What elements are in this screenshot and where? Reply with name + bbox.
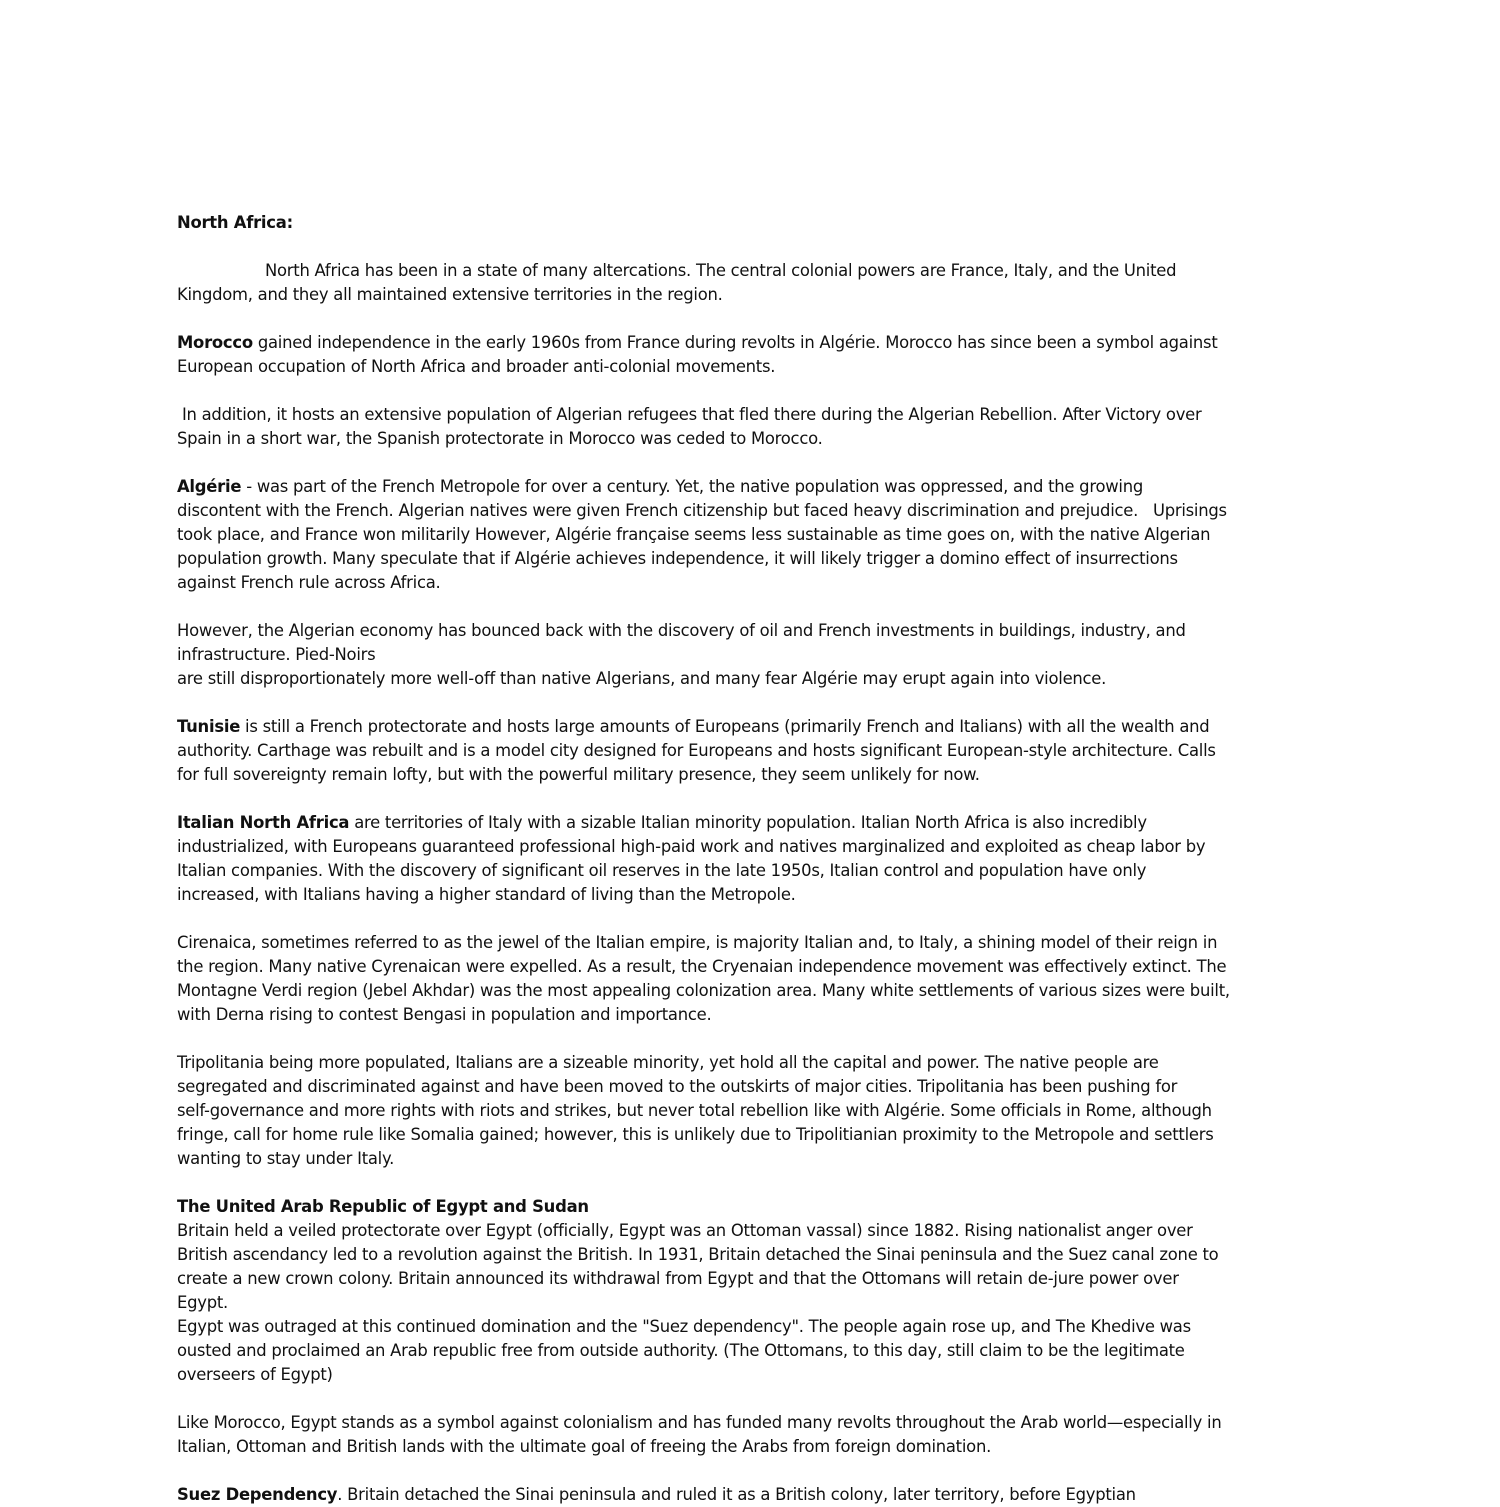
- cirenaica-line-4: with Derna rising to contest Bengasi in population and importance.: [177, 1005, 712, 1024]
- egypt-line-5: Egypt was outraged at this continued domination and the "Suez dependency". The people again rose up, and The Khedive was: [177, 1317, 1191, 1336]
- spacer: [177, 1387, 1337, 1411]
- spacer: [177, 379, 1337, 403]
- term-suez-dependency: Suez Dependency: [177, 1485, 338, 1504]
- egypt-line-6: ousted and proclaimed an Arab republic free from outside authority. (The Ottomans, to this day, still claim to be the legitimate: [177, 1341, 1185, 1360]
- algerie-p2-line-3: are still disproportionately more well-off than native Algerians, and many fear Algérie may erupt again into violence.: [177, 669, 1107, 688]
- algerie-line-3: took place, and France won militarily However, Algérie française seems less sustainable as time goes on, with the native Algerian: [177, 525, 1211, 544]
- paragraph-italian-north-africa: [177, 811, 1337, 907]
- egypt-p2-line-2: Italian, Ottoman and British lands with the ultimate goal of freeing the Arabs from foreign domination.: [177, 1437, 992, 1456]
- egypt-line-7: overseers of Egypt): [177, 1365, 333, 1384]
- paragraph-tunisie: [177, 715, 1337, 787]
- egypt-line-1: Britain held a veiled protectorate over Egypt (officially, Egypt was an Ottoman vassal) since 1882. Rising nationalist anger over: [177, 1221, 1193, 1240]
- spacer: [177, 307, 1337, 331]
- spacer: [177, 235, 1337, 259]
- spacer: [177, 451, 1337, 475]
- section-heading-north-africa: North Africa:: [177, 213, 293, 232]
- spacer: [177, 595, 1337, 619]
- paragraph-cirenaica: [177, 931, 1337, 1027]
- cirenaica-line-1: Cirenaica, sometimes referred to as the jewel of the Italian empire, is majority Italian and, to Italy, a shining model of their reign in: [177, 933, 1218, 952]
- cirenaica-line-3: Montagne Verdi region (Jebel Akhdar) was the most appealing colonization area. Many white settlements of various sizes were built,: [177, 981, 1230, 1000]
- egypt-line-3: create a new crown colony. Britain announced its withdrawal from Egypt and that the Ottomans will retain de-jure power over: [177, 1269, 1179, 1288]
- tripolitania-line-4: fringe, call for home rule like Somalia gained; however, this is unlikely due to Tripolitianian proximity to the Metropole and settlers: [177, 1125, 1214, 1144]
- term-morocco: Morocco: [177, 333, 253, 352]
- egypt-line-4: Egypt.: [177, 1293, 229, 1312]
- section-egypt: [177, 1195, 1337, 1387]
- tunisie-line-2: authority. Carthage was rebuilt and is a model city designed for Europeans and hosts significant European-style architecture. Calls: [177, 741, 1216, 760]
- tripolitania-line-2: segregated and discriminated against and have been moved to the outskirts of major cities. Tripolitania has been pushing for: [177, 1077, 1178, 1096]
- algerie-line-1: - was part of the French Metropole for over a century. Yet, the native population was oppressed, and the growing: [241, 477, 1143, 496]
- term-italian-north-africa: Italian North Africa: [177, 813, 350, 832]
- ina-line-4: increased, with Italians having a higher standard of living than the Metropole.: [177, 885, 796, 904]
- section-heading-egypt: The United Arab Republic of Egypt and Sudan: [177, 1197, 589, 1216]
- spacer: [177, 1027, 1337, 1051]
- algerie-p2-line-1: However, the Algerian economy has bounced back with the discovery of oil and French investments in buildings, industry, and: [177, 621, 1186, 640]
- paragraph-morocco-2: [177, 403, 1337, 451]
- tunisie-line-3: for full sovereignty remain lofty, but with the powerful military presence, they seem unlikely for now.: [177, 765, 980, 784]
- ina-line-1: are territories of Italy with a sizable Italian minority population. Italian North Africa is also incredibly: [349, 813, 1147, 832]
- ina-line-3: Italian companies. With the discovery of significant oil reserves in the late 1950s, Italian control and population have only: [177, 861, 1147, 880]
- paragraph-intro: [177, 259, 1337, 307]
- tripolitania-line-5: wanting to stay under Italy.: [177, 1149, 395, 1168]
- paragraph-tripolitania: [177, 1051, 1337, 1171]
- paragraph-morocco: [177, 331, 1337, 379]
- term-tunisie: Tunisie: [177, 717, 241, 736]
- paragraph-algerie: [177, 475, 1337, 595]
- paragraph-suez: [177, 1483, 1337, 1507]
- spacer: [177, 907, 1337, 931]
- algerie-p2-line-2: infrastructure. Pied-Noirs: [177, 645, 376, 664]
- spacer: [177, 1171, 1337, 1195]
- algerie-line-5: against French rule across Africa.: [177, 573, 441, 592]
- paragraph-algerie-2: [177, 619, 1337, 691]
- morocco-p2-line-2: Spain in a short war, the Spanish protectorate in Morocco was ceded to Morocco.: [177, 429, 823, 448]
- term-algerie: Algérie: [177, 477, 242, 496]
- algerie-line-2: discontent with the French. Algerian natives were given French citizenship but faced heavy discrimination and prejudice. Uprisings: [177, 501, 1227, 520]
- tunisie-line-1: is still a French protectorate and hosts large amounts of Europeans (primarily French and Italians) with all the wealth and: [240, 717, 1210, 736]
- cirenaica-line-2: the region. Many native Cyrenaican were expelled. As a result, the Cryenaian independence movement was effectively extinct. The: [177, 957, 1227, 976]
- intro-line-1: North Africa has been in a state of many altercations. The central colonial powers are France, Italy, and the United: [265, 261, 1177, 280]
- algerie-line-4: population growth. Many speculate that if Algérie achieves independence, it will likely trigger a domino effect of insurrections: [177, 549, 1178, 568]
- egypt-p2-line-1: Like Morocco, Egypt stands as a symbol against colonialism and has funded many revolts throughout the Arab world—especially in: [177, 1413, 1222, 1432]
- document-page: [177, 211, 1337, 1507]
- ina-line-2: industrialized, with Europeans guaranteed professional high-paid work and natives marginalized and exploited as cheap labor by: [177, 837, 1206, 856]
- morocco-line-1: gained independence in the early 1960s from France during revolts in Algérie. Morocco has since been a symbol against: [252, 333, 1218, 352]
- spacer: [177, 787, 1337, 811]
- morocco-p2-line-1: In addition, it hosts an extensive population of Algerian refugees that fled there during the Algerian Rebellion. After Victory over: [177, 405, 1202, 424]
- paragraph-egypt-2: [177, 1411, 1337, 1459]
- morocco-line-2: European occupation of North Africa and broader anti-colonial movements.: [177, 357, 776, 376]
- intro-line-2: Kingdom, and they all maintained extensive territories in the region.: [177, 285, 723, 304]
- egypt-line-2: British ascendancy led to a revolution against the British. In 1931, Britain detached the Sinai peninsula and the Suez canal zone to: [177, 1245, 1219, 1264]
- tripolitania-line-3: self-governance and more rights with riots and strikes, but never total rebellion like with Algérie. Some officials in Rome, although: [177, 1101, 1212, 1120]
- spacer: [177, 691, 1337, 715]
- suez-line-1: . Britain detached the Sinai peninsula and ruled it as a British colony, later territory, before Egyptian: [337, 1485, 1136, 1504]
- tripolitania-line-1: Tripolitania being more populated, Italians are a sizeable minority, yet hold all the capital and power. The native people are: [177, 1053, 1159, 1072]
- spacer: [177, 1459, 1337, 1483]
